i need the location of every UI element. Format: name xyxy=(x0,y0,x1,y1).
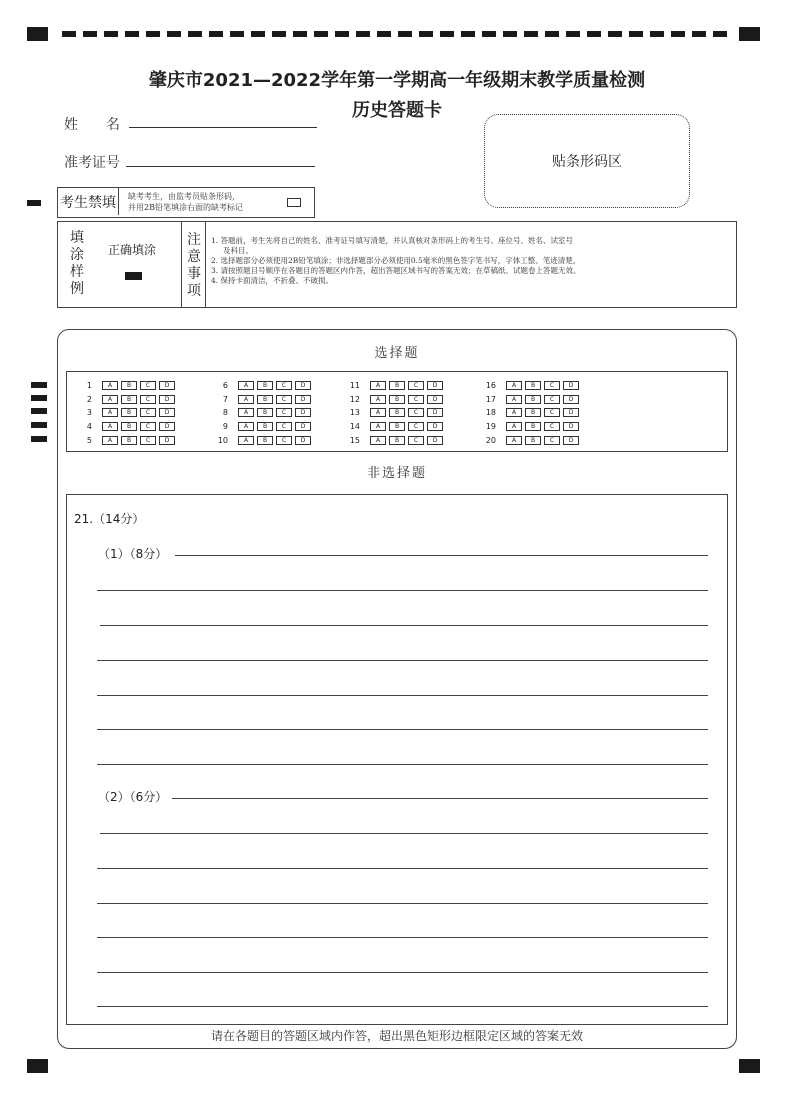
timing-dash xyxy=(104,31,118,37)
mc-option-18-c[interactable]: C xyxy=(544,408,560,417)
mc-question-number: 19 xyxy=(485,422,496,431)
mc-question-number: 15 xyxy=(349,436,360,445)
mc-option-1-c[interactable]: C xyxy=(140,381,156,390)
mc-option-14-b[interactable]: B xyxy=(389,422,405,431)
mc-option-16-d[interactable]: D xyxy=(563,381,579,390)
mc-option-6-a[interactable]: A xyxy=(238,381,254,390)
answer-line[interactable] xyxy=(97,729,708,730)
mc-option-5-c[interactable]: C xyxy=(140,436,156,445)
mc-option-10-b[interactable]: B xyxy=(257,436,273,445)
answer-line[interactable] xyxy=(97,764,708,765)
name-field[interactable] xyxy=(129,112,317,128)
mc-option-4-b[interactable]: B xyxy=(121,422,137,431)
mc-question-number: 14 xyxy=(349,422,360,431)
timing-dash xyxy=(629,31,643,37)
name-label: 姓 名 xyxy=(64,117,120,133)
mc-option-14-d[interactable]: D xyxy=(427,422,443,431)
mc-option-4-d[interactable]: D xyxy=(159,422,175,431)
mc-option-2-a[interactable]: A xyxy=(102,395,118,404)
notice-label: 注 意 事 项 xyxy=(187,232,201,299)
timing-dash xyxy=(419,31,433,37)
mc-option-2-b[interactable]: B xyxy=(121,395,137,404)
mc-option-3-a[interactable]: A xyxy=(102,408,118,417)
mc-option-18-b[interactable]: B xyxy=(525,408,541,417)
mc-option-17-b[interactable]: B xyxy=(525,395,541,404)
mc-section-title: 选择题 xyxy=(374,346,420,361)
mc-option-11-d[interactable]: D xyxy=(427,381,443,390)
absent-divider xyxy=(118,188,119,215)
notice-item-2: 2. 选择题部分必须使用2B铅笔填涂；非选择题部分必须使用0.5毫米的黑色签字笔书写，字体工整、笔迹清楚。 xyxy=(211,256,581,265)
timing-dash xyxy=(167,31,181,37)
ticket-number-field[interactable] xyxy=(126,152,315,167)
timing-mark-top-right xyxy=(739,27,760,41)
mc-option-8-a[interactable]: A xyxy=(238,408,254,417)
mc-option-20-b[interactable]: B xyxy=(525,436,541,445)
barcode-label: 贴条形码区 xyxy=(552,154,622,170)
mc-option-6-d[interactable]: D xyxy=(295,381,311,390)
timing-dash xyxy=(209,31,223,37)
answer-line[interactable] xyxy=(97,972,708,973)
mc-question-number: 3 xyxy=(86,408,92,417)
absent-note xyxy=(128,191,243,213)
mc-option-1-b[interactable]: B xyxy=(121,381,137,390)
mc-option-12-b[interactable]: B xyxy=(389,395,405,404)
mc-option-8-d[interactable]: D xyxy=(295,408,311,417)
mc-question-number: 1 xyxy=(86,381,92,390)
timing-dash xyxy=(545,31,559,37)
mc-option-13-c[interactable]: C xyxy=(408,408,424,417)
mc-option-11-c[interactable]: C xyxy=(408,381,424,390)
mc-option-19-d[interactable]: D xyxy=(563,422,579,431)
mc-question-number: 5 xyxy=(86,436,92,445)
timing-dash xyxy=(356,31,370,37)
timing-dash xyxy=(587,31,601,37)
mc-option-15-c[interactable]: C xyxy=(408,436,424,445)
exam-title: 肇庆市2021—2022学年第一学期高一年级期末教学质量检测 xyxy=(148,70,646,91)
answer-line[interactable] xyxy=(97,660,708,661)
mc-question-number: 18 xyxy=(485,408,496,417)
mc-question-number: 16 xyxy=(485,381,496,390)
timing-mark-bottom-left xyxy=(27,1059,48,1073)
side-mark-mc-1 xyxy=(31,382,47,388)
footer-warning: 请在各题目的答题区域内作答，超出黑色矩形边框限定区域的答案无效 xyxy=(210,1029,583,1043)
timing-dash xyxy=(377,31,391,37)
mc-option-6-b[interactable]: B xyxy=(257,381,273,390)
timing-dash xyxy=(335,31,349,37)
mc-option-10-a[interactable]: A xyxy=(238,436,254,445)
timing-dash xyxy=(314,31,328,37)
mc-option-19-a[interactable]: A xyxy=(506,422,522,431)
timing-dash xyxy=(671,31,685,37)
timing-dash xyxy=(524,31,538,37)
mc-option-9-d[interactable]: D xyxy=(295,422,311,431)
mc-option-11-b[interactable]: B xyxy=(389,381,405,390)
mc-option-16-a[interactable]: A xyxy=(506,381,522,390)
mc-option-10-d[interactable]: D xyxy=(295,436,311,445)
mc-option-9-b[interactable]: B xyxy=(257,422,273,431)
mc-option-5-b[interactable]: B xyxy=(121,436,137,445)
mc-option-12-c[interactable]: C xyxy=(408,395,424,404)
mc-option-13-d[interactable]: D xyxy=(427,408,443,417)
mc-question-number: 6 xyxy=(222,381,228,390)
timing-dash xyxy=(272,31,286,37)
mc-option-15-a[interactable]: A xyxy=(370,436,386,445)
absent-note-line2: 并用2B铅笔填涂右面的缺考标记 xyxy=(128,203,243,212)
mc-option-14-c[interactable]: C xyxy=(408,422,424,431)
mc-question-number: 17 xyxy=(485,395,496,404)
mc-option-3-d[interactable]: D xyxy=(159,408,175,417)
notice-item-1: 1. 答题前，考生先将自己的姓名、准考证号填写清楚，并认真核对条形码上的考生号、座位号、姓名、试室号 xyxy=(211,236,574,245)
timing-dash xyxy=(146,31,160,37)
notice-divider xyxy=(205,221,206,307)
answer-line[interactable] xyxy=(97,868,708,869)
answer-line[interactable] xyxy=(97,590,708,591)
timing-dash xyxy=(398,31,412,37)
mc-option-1-d[interactable]: D xyxy=(159,381,175,390)
answer-line[interactable] xyxy=(97,695,708,696)
mc-option-15-b[interactable]: B xyxy=(389,436,405,445)
timing-mark-bottom-right xyxy=(739,1059,760,1073)
mc-option-12-d[interactable]: D xyxy=(427,395,443,404)
timing-dash xyxy=(293,31,307,37)
mc-option-12-a[interactable]: A xyxy=(370,395,386,404)
answer-line[interactable] xyxy=(175,555,708,556)
mc-option-5-a[interactable]: A xyxy=(102,436,118,445)
part2-label: （2）（6分） xyxy=(98,790,168,804)
answer-line[interactable] xyxy=(97,1006,708,1007)
mc-option-18-d[interactable]: D xyxy=(563,408,579,417)
instructions-divider xyxy=(181,221,182,307)
timing-dash xyxy=(440,31,454,37)
mc-option-3-c[interactable]: C xyxy=(140,408,156,417)
mc-question-number: 20 xyxy=(485,436,496,445)
mc-option-2-c[interactable]: C xyxy=(140,395,156,404)
side-mark-mc-2 xyxy=(31,395,47,401)
timing-dash xyxy=(461,31,475,37)
mc-option-4-c[interactable]: C xyxy=(140,422,156,431)
mc-option-17-d[interactable]: D xyxy=(563,395,579,404)
mc-question-number: 7 xyxy=(222,395,228,404)
side-mark-forbid xyxy=(27,200,41,206)
ticket-label: 准考证号 xyxy=(64,155,120,171)
card-title: 历史答题卡 xyxy=(352,100,442,121)
mc-option-6-c[interactable]: C xyxy=(276,381,292,390)
notice-item-4: 4. 保持卡面清洁，不折叠、不破损。 xyxy=(211,276,334,285)
timing-dash xyxy=(83,31,97,37)
absent-mark-bubble[interactable] xyxy=(287,198,301,207)
mc-question-number: 9 xyxy=(222,422,228,431)
mc-option-20-d[interactable]: D xyxy=(563,436,579,445)
timing-dash xyxy=(503,31,517,37)
mc-option-16-b[interactable]: B xyxy=(525,381,541,390)
mc-option-3-b[interactable]: B xyxy=(121,408,137,417)
mc-question-number: 12 xyxy=(349,395,360,404)
notice-item-1-cont: 及科目。 xyxy=(223,246,253,255)
fill-sample-label: 填 涂 样 例 xyxy=(70,230,84,297)
side-mark-mc-5 xyxy=(31,436,47,442)
mc-option-13-b[interactable]: B xyxy=(389,408,405,417)
mc-option-20-a[interactable]: A xyxy=(506,436,522,445)
timing-dash xyxy=(125,31,139,37)
mc-option-19-c[interactable]: C xyxy=(544,422,560,431)
mc-question-number: 8 xyxy=(222,408,228,417)
timing-dash xyxy=(692,31,706,37)
answer-line[interactable] xyxy=(97,937,708,938)
timing-mark-top-left xyxy=(27,27,48,41)
mc-question-number: 10 xyxy=(217,436,228,445)
mc-option-4-a[interactable]: A xyxy=(102,422,118,431)
mc-option-11-a[interactable]: A xyxy=(370,381,386,390)
mc-option-7-a[interactable]: A xyxy=(238,395,254,404)
mc-option-7-c[interactable]: C xyxy=(276,395,292,404)
correct-fill-label: 正确填涂 xyxy=(108,243,157,257)
answer-line[interactable] xyxy=(100,833,708,834)
timing-dash xyxy=(608,31,622,37)
mc-option-17-c[interactable]: C xyxy=(544,395,560,404)
mc-option-19-b[interactable]: B xyxy=(525,422,541,431)
timing-dash xyxy=(713,31,727,37)
timing-dash xyxy=(482,31,496,37)
mc-option-16-c[interactable]: C xyxy=(544,381,560,390)
answer-line[interactable] xyxy=(97,903,708,904)
mc-option-7-b[interactable]: B xyxy=(257,395,273,404)
absent-note-line1: 缺考考生，由监考员贴条形码， xyxy=(128,192,240,201)
answer-line[interactable] xyxy=(100,625,708,626)
side-mark-mc-4 xyxy=(31,422,47,428)
mc-option-1-a[interactable]: A xyxy=(102,381,118,390)
mc-option-20-c[interactable]: C xyxy=(544,436,560,445)
mc-question-number: 13 xyxy=(349,408,360,417)
free-answer-box xyxy=(66,494,728,1025)
mc-option-2-d[interactable]: D xyxy=(159,395,175,404)
q21-label: 21.（14分） xyxy=(74,512,145,526)
mc-option-18-a[interactable]: A xyxy=(506,408,522,417)
notice-list xyxy=(211,236,729,286)
correct-fill-sample xyxy=(125,272,142,280)
mc-option-9-a[interactable]: A xyxy=(238,422,254,431)
mc-option-13-a[interactable]: A xyxy=(370,408,386,417)
mc-option-17-a[interactable]: A xyxy=(506,395,522,404)
part1-label: （1）（8分） xyxy=(98,547,168,561)
timing-dash xyxy=(62,31,76,37)
mc-option-8-b[interactable]: B xyxy=(257,408,273,417)
timing-dash xyxy=(188,31,202,37)
mc-question-number: 11 xyxy=(349,381,360,390)
mc-option-10-c[interactable]: C xyxy=(276,436,292,445)
mc-question-number: 4 xyxy=(86,422,92,431)
mc-question-number: 2 xyxy=(86,395,92,404)
mc-option-7-d[interactable]: D xyxy=(295,395,311,404)
timing-dash xyxy=(650,31,664,37)
side-mark-mc-3 xyxy=(31,408,47,414)
mc-option-8-c[interactable]: C xyxy=(276,408,292,417)
mc-option-5-d[interactable]: D xyxy=(159,436,175,445)
timing-dash xyxy=(251,31,265,37)
timing-dash xyxy=(230,31,244,37)
mc-option-9-c[interactable]: C xyxy=(276,422,292,431)
answer-line[interactable] xyxy=(172,798,708,799)
notice-item-3: 3. 请按照题目号顺序在各题目的答题区内作答，超出答题区域书写的答案无效；在草稿纸、试题卷上答题无效。 xyxy=(211,266,581,275)
mc-option-15-d[interactable]: D xyxy=(427,436,443,445)
timing-dash xyxy=(566,31,580,37)
free-section-title: 非选择题 xyxy=(366,466,427,481)
absent-mark-label: 考生禁填 xyxy=(60,195,116,211)
mc-option-14-a[interactable]: A xyxy=(370,422,386,431)
